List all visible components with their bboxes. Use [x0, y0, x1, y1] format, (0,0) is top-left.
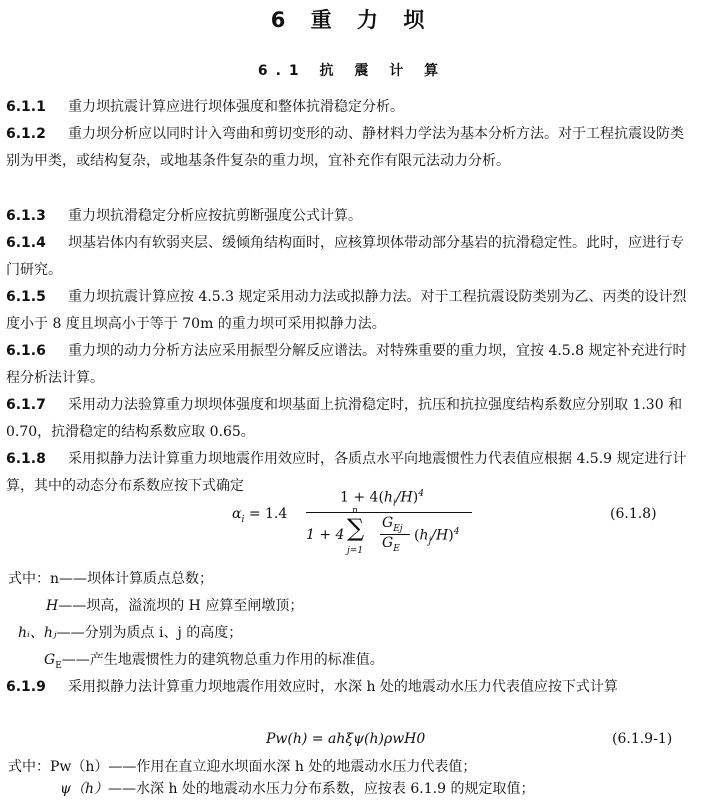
clause-6-1-3	[6, 203, 696, 230]
equation-number: (6.1.8)	[610, 506, 657, 522]
equation-number: (6.1.9-1)	[612, 731, 673, 747]
clause-6-1-2	[6, 121, 696, 175]
definition-Pw: 式中：Pw（h）——作用在直立迎水坝面水深 h 处的地震动水压力代表值；	[8, 759, 477, 775]
clause-text: 重力坝抗滑稳定分析应按抗剪断强度公式计算。	[68, 208, 362, 224]
clause-number: 6.1.4	[6, 235, 46, 251]
clause-text: 采用动力法验算重力坝坝体强度和坝基面上抗滑稳定时，抗压和抗拉强度结构系数应分别取 1.30 和 0.70，抗滑稳定的结构系数应取 0.65。	[6, 397, 683, 440]
clause-text: 重力坝分析应以同时计入弯曲和剪切变形的动、静材料力学法为基本分析方法。对于工程抗震设防类别为甲类，或结构复杂，或地基条件复杂的重力坝，宜补充作有限元法动力分析。	[6, 126, 684, 169]
clause-text: 采用拟静力法计算重力坝地震作用效应时，各质点水平向地震惯性力代表值应根据 4.5.9 规定进行计算，其中的动态分布系数应按下式确定	[6, 451, 687, 494]
chapter-title: 6 重 力 坝	[270, 8, 434, 32]
clause-6-1-9	[6, 674, 696, 701]
sum-bottom: j=1	[347, 546, 364, 556]
g-fraction-top: $G_{Ej}$	[382, 515, 403, 534]
clause-6-1-1	[6, 94, 696, 121]
g-fraction-bottom: $G_E$	[382, 535, 400, 554]
definition-n: 式中：n——坝体计算质点总数；	[8, 571, 214, 587]
eq-den-tail: $(h_j/H)^4$	[414, 527, 460, 547]
sum-top: n	[352, 506, 358, 516]
section-title: 6.1 抗 震 计 算	[257, 63, 447, 79]
definition-H: H——坝高，溢流坝的 H 应算至闸墩顶；	[46, 598, 304, 614]
fraction-bar	[306, 512, 472, 513]
eq-numerator: $1 + 4(h_i/H)^4$	[340, 489, 424, 509]
definition-h: hᵢ、hⱼ——分别为质点 i、j 的高度；	[18, 625, 243, 641]
clause-text: 重力坝抗震计算应按 4.5.3 规定采用动力法或拟静力法。对于工程抗震设防类别为乙、丙类的设计烈度小于 8 度且坝高小于等于 70m 的重力坝可采用拟静力法。	[6, 289, 687, 332]
eq-den-lead: 1 + 4	[306, 527, 345, 543]
clause-number: 6.1.7	[6, 397, 46, 413]
clause-6-1-4	[6, 230, 696, 284]
clause-6-1-7	[6, 392, 696, 446]
clause-number: 6.1.3	[6, 208, 46, 224]
clause-text: 重力坝的动力分析方法应采用振型分解反应谱法。对特殊重要的重力坝，宜按 4.5.8 规定补充进行时程分析法计算。	[6, 343, 687, 386]
clause-text: 重力坝抗震计算应进行坝体强度和整体抗滑稳定分析。	[68, 99, 404, 115]
clause-6-1-6	[6, 338, 696, 392]
equation-6-1-9-1: Pw(h) = ahξψ(h)ρwH0	[266, 731, 426, 747]
sum-sign: ∑	[347, 514, 365, 542]
definition-GE: $G_E——$产生地震惯性力的建筑物总重力作用的标准值。	[44, 652, 384, 671]
clause-6-1-5	[6, 284, 696, 338]
clause-number: 6.1.9	[6, 679, 46, 695]
eq-lhs: $\alpha_i = 1.4$	[232, 506, 288, 525]
clause-text: 坝基岩体内有软弱夹层、缓倾角结构面时，应核算坝体带动部分基岩的抗滑稳定性。此时，应进行专门研究。	[6, 235, 684, 278]
clause-number: 6.1.6	[6, 343, 46, 359]
clause-text: 采用拟静力法计算重力坝地震作用效应时，水深 h 处的地震动水压力代表值应按下式计算	[68, 679, 618, 695]
clause-number: 6.1.5	[6, 289, 46, 305]
clause-number: 6.1.1	[6, 99, 46, 115]
clause-number: 6.1.8	[6, 451, 46, 467]
clause-number: 6.1.2	[6, 126, 46, 142]
definition-psi: ψ（h）——水深 h 处的地震动水压力分布系数，应按表 6.1.9 的规定取值；	[60, 781, 535, 797]
